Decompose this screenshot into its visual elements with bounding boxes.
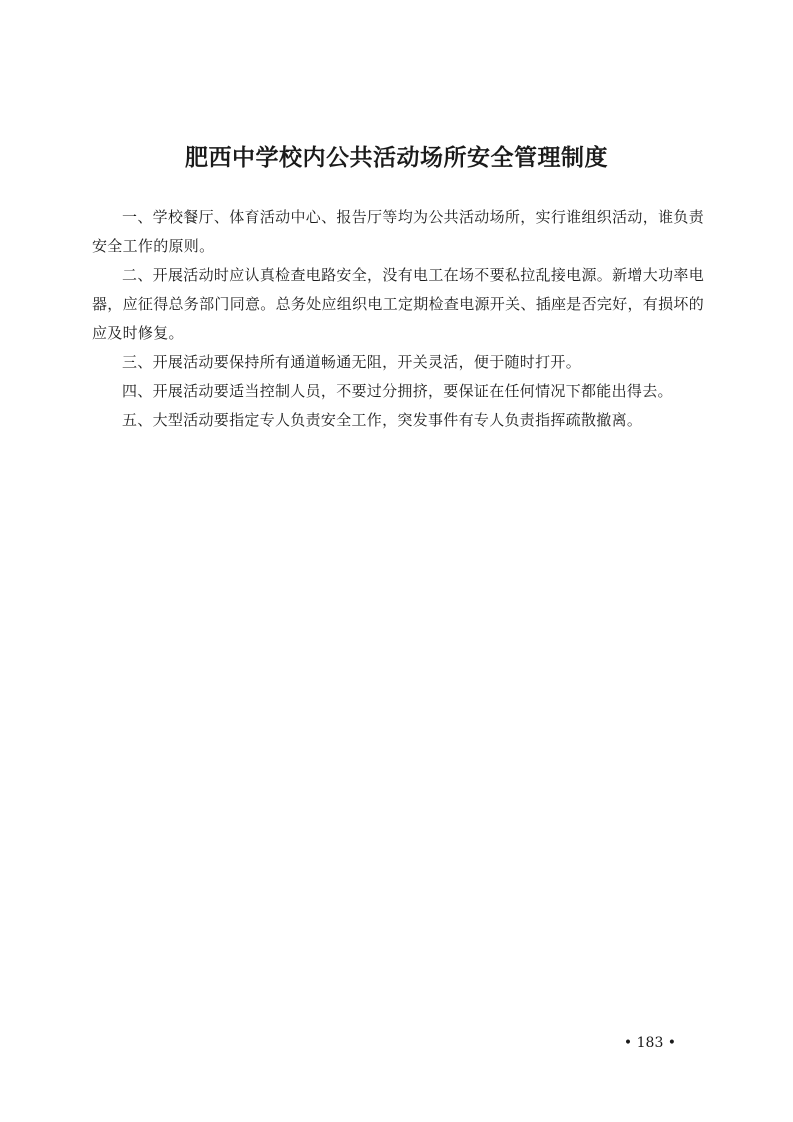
paragraph-1: 一、学校餐厅、体育活动中心、报告厅等均为公共活动场所，实行谁组织活动，谁负责安全工作的原则。 — [92, 208, 704, 255]
page-title: 肥西中学校内公共活动场所安全管理制度 — [185, 145, 608, 171]
paragraph-4: 四、开展活动要适当控制人员，不要过分拥挤，要保证在任何情况下都能出得去。 — [122, 382, 673, 400]
paragraph-5: 五、大型活动要指定专人负责安全工作，突发事件有专人负责指挥疏散撤离。 — [122, 411, 643, 429]
page-number: • 183 • — [623, 1035, 677, 1051]
paragraph-2: 二、开展活动时应认真检查电路安全，没有电工在场不要私拉乱接电源。新增大功率电器，应征得总务部门同意。总务处应组织电工定期检查电源开关、插座是否完好，有损坏的应及时修复。 — [92, 266, 705, 342]
paragraph-3: 三、开展活动要保持所有通道畅通无阻，开关灵活，便于随时打开。 — [122, 353, 582, 371]
document-body — [92, 203, 704, 435]
